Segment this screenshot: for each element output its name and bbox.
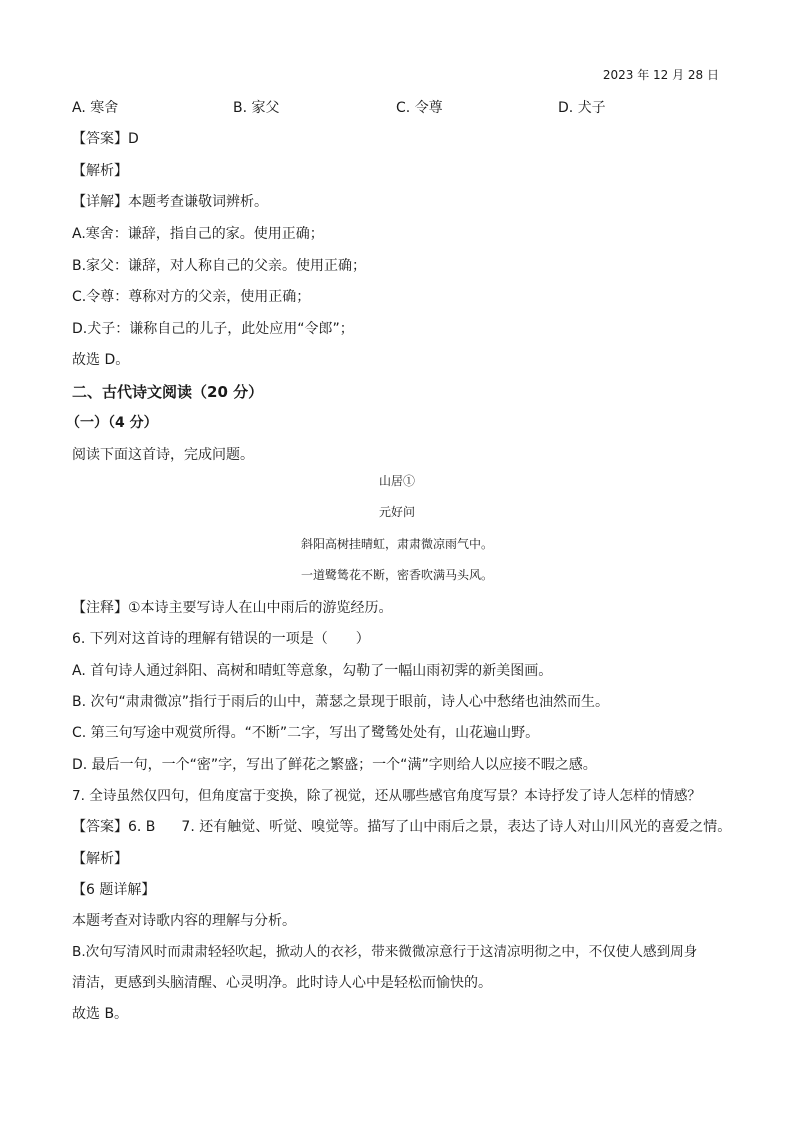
option-letter: C. [396, 100, 411, 116]
q6-detail-line-1: 本题考查对诗歌内容的理解与分析。 [72, 913, 296, 929]
q6-option-d: D. 最后一句，一个“密”字，写出了鲜花之繁盛；一个“满”字则给人以应接不暇之感。 [72, 757, 597, 773]
q6-stem: 6. 下列对这首诗的理解有错误的一项是（ ） [72, 631, 370, 647]
q5-answer: 【答案】D [72, 131, 139, 147]
q6-detail-line-2: B.次句写清风时而肃肃轻轻吹起，掀动人的衣衫，带来微微凉意行于这清凉明彻之中，不仅使人感到周身 [72, 944, 698, 960]
poem-author: 元好问 [378, 505, 415, 519]
q6-q7-answers [72, 817, 731, 837]
analysis-heading: 【解析】 [72, 851, 128, 867]
q6-option-c: C. 第三句写途中观赏所得。“不断”二字，写出了鹭鸶处处有，山花遍山野。 [72, 725, 540, 741]
q5-conclusion: 故选 D。 [72, 352, 130, 368]
q6-detail-heading: 【6 题详解】 [72, 882, 156, 898]
option-letter: A. [72, 100, 86, 116]
q7-stem: 7. 全诗虽然仅四句，但角度富于变换，除了视觉，还从哪些感官角度写景？本诗抒发了诗人怎样的情感？ [72, 788, 702, 804]
poem-line-2: 一道鹭鸶花不断，密香吹满马头风。 [300, 568, 493, 582]
q5-explanation-c: C.令尊：尊称对方的父亲，使用正确； [72, 289, 311, 305]
q5-option-b [233, 98, 280, 118]
option-text: 家父 [251, 100, 280, 116]
section-title: 二、古代诗文阅读（20 分） [72, 383, 264, 401]
poem-line-1: 斜阳高树挂晴虹，肃肃微凉雨气中。 [300, 537, 493, 551]
answer-q7: 7. 还有触觉、听觉、嗅觉等。描写了山中雨后之景，表达了诗人对山川风光的喜爱之情。 [181, 819, 732, 835]
q5-option-c [396, 98, 443, 118]
q5-detail: 【详解】本题考查谦敬词辨析。 [72, 194, 268, 210]
option-letter: D. [558, 100, 574, 116]
q6-conclusion: 故选 B。 [72, 1006, 129, 1022]
q5-explanation-a: A.寒舍：谦辞，指自己的家。使用正确； [72, 226, 324, 242]
q6-option-a: A. 首句诗人通过斜阳、高树和晴虹等意象，勾勒了一幅山雨初霁的新美图画。 [72, 663, 553, 679]
q5-option-a [72, 98, 118, 118]
document-date: 2023 年 12 月 28 日 [602, 68, 719, 82]
q6-detail-line-3: 清洁，更感到头脑清醒、心灵明净。此时诗人心中是轻松而愉快的。 [72, 975, 492, 991]
poem-title: 山居① [378, 474, 415, 488]
q5-option-d [558, 98, 606, 118]
answer-label: 【答案】 [72, 819, 128, 835]
q5-analysis-heading: 【解析】 [72, 163, 128, 179]
subsection-title: （一）（4 分） [66, 415, 158, 431]
poem-note: 【注释】①本诗主要写诗人在山中雨后的游览经历。 [72, 600, 393, 616]
answer-q6: 6. B [128, 819, 156, 835]
option-text: 犬子 [577, 100, 606, 116]
q6-option-b: B. 次句“肃肃微凉”指行于雨后的山中，萧瑟之景现于眼前，诗人心中愁绪也油然而生。 [72, 694, 610, 710]
q5-explanation-b: B.家父：谦辞，对人称自己的父亲。使用正确； [72, 258, 367, 274]
option-letter: B. [233, 100, 248, 116]
q5-explanation-d: D.犬子：谦称自己的儿子，此处应用“令郎”； [72, 321, 354, 337]
option-text: 寒舍 [90, 100, 119, 116]
option-text: 令尊 [414, 100, 443, 116]
reading-instruction: 阅读下面这首诗，完成问题。 [72, 447, 254, 463]
